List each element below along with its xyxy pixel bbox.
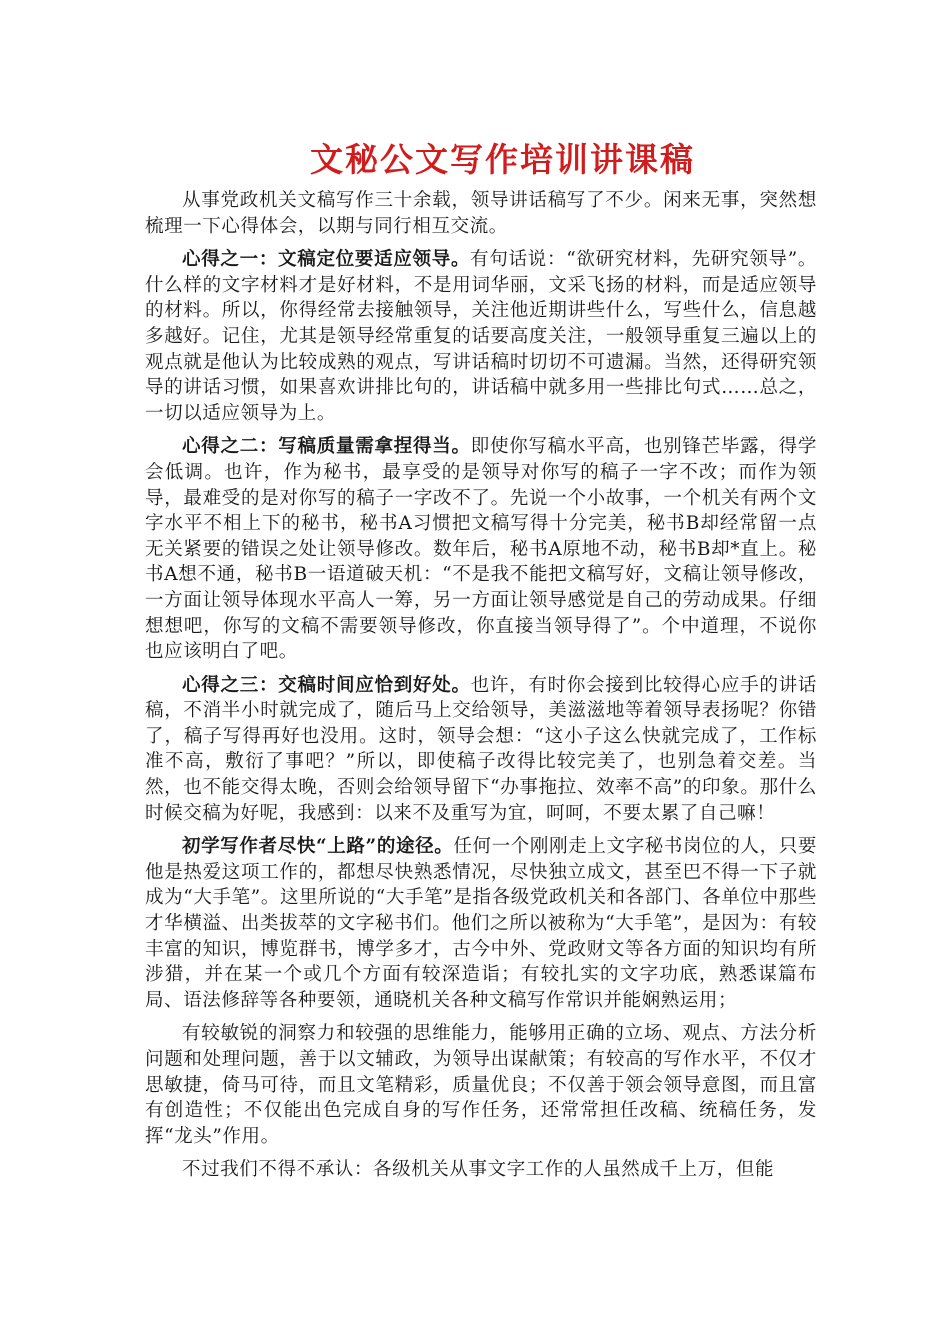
paragraph-text: 有句话说：“欲研究材料，先研究领导”。什么样的文字材料才是好材料，不是用词华丽，文采飞扬的材料，而是适应领导的材料。所以，你得经常去接触领导，关注他近期讲些什么，写些什么，信息越多越好。记住，尤其是领导经常重复的话要高度关注，一般领导重复三遍以上的观点就是他认为比较成熟的观点，写讲话稿时切切不可遗漏。当然，还得研究领导的讲话习惯，如果喜欢讲排比句的，讲话稿中就多用一些排比句式……总之，一切以适应领导为上。 bbox=[145, 249, 817, 424]
paragraph-closing bbox=[145, 1157, 817, 1183]
paragraph-beginner-path bbox=[145, 834, 817, 1013]
paragraph-text: 也许，有时你会接到比较得心应手的讲话稿，不消半小时就完成了，随后马上交给领导，美滋滋地等着领导表扬呢？你错了，稿子写得再好也没用。这时，领导会想：“这小子这么快就完成了，工作标准不高，敷衍了事吧？”所以，即使稿子改得比较完美了，也别急着交差。当然，也不能交得太晚，否则会给领导留下“办事拖拉、效率不高”的印象。那什么时候交稿为好呢，我感到：以来不及重写为宜，呵呵，不要太累了自己嘛！ bbox=[145, 674, 817, 824]
paragraph-lead: 心得之二：写稿质量需拿捏得当。 bbox=[182, 436, 471, 458]
document-title: 文秘公文写作培训讲课稿 bbox=[310, 140, 695, 179]
document-body bbox=[145, 188, 817, 1191]
paragraph-insight-1 bbox=[145, 247, 817, 426]
paragraph-lead: 心得之三：交稿时间应恰到好处。 bbox=[182, 674, 471, 696]
paragraph-insight-3 bbox=[145, 673, 817, 827]
paragraph-text: 任何一个刚刚走上文字秘书岗位的人，只要他是热爱这项工作的，都想尽快熟悉情况，尽快独立成文，甚至巴不得一下子就成为“大手笔”。这里所说的“大手笔”是指各级党政机关和各部门、各单位中那些才华横溢、出类拔萃的文字秘书们。他们之所以被称为“大手笔”，是因为：有较丰富的知识，博览群书，博学多才，古今中外、党政财文等各方面的知识均有所涉猎，并在某一个或几个方面有较深造诣；有较扎实的文字功底，熟悉谋篇布局、语法修辞等各种要领，通晓机关各种文稿写作常识并能娴熟运用； bbox=[145, 836, 817, 1011]
paragraph-intro bbox=[145, 188, 817, 239]
paragraph-insight-2 bbox=[145, 434, 817, 664]
paragraph-text: 不过我们不得不承认：各级机关从事文字工作的人虽然成千上万，但能 bbox=[182, 1159, 775, 1181]
paragraph-lead: 初学写作者尽快“上路”的途径。 bbox=[182, 836, 454, 858]
paragraph-insight-ability bbox=[145, 1021, 817, 1149]
paragraph-text: 从事党政机关文稿写作三十余载，领导讲话稿写了不少。闲来无事，突然想梳理一下心得体会，以期与同行相互交流。 bbox=[145, 190, 817, 237]
paragraph-text: 有较敏锐的洞察力和较强的思维能力，能够用正确的立场、观点、方法分析问题和处理问题，善于以文辅政，为领导出谋献策；有较高的写作水平，不仅才思敏捷，倚马可待，而且文笔精彩，质量优良；不仅善于领会领导意图，而且富有创造性；不仅能出色完成自身的写作任务，还常常担任改稿、统稿任务，发挥“龙头”作用。 bbox=[145, 1023, 817, 1147]
paragraph-lead: 心得之一：文稿定位要适应领导。 bbox=[182, 249, 471, 271]
paragraph-text: 即使你写稿水平高，也别锋芒毕露，得学会低调。也许，作为秘书，最享受的是领导对你写的稿子一字不改；而作为领导，最难受的是对你写的稿子一字改不了。先说一个小故事，一个机关有两个文字水平不相上下的秘书，秘书A习惯把文稿写得十分完美，秘书B却经常留一点无关紧要的错误之处让领导修改。数年后，秘书A原地不动，秘书B却*直上。秘书A想不通，秘书B一语道破天机：“不是我不能把文稿写好，文稿让领导修改，一方面让领导体现水平高人一筹，另一方面让领导感觉是自己的劳动成果。仔细想想吧，你写的文稿不需要领导修改，你直接当领导得了”。个中道理，不说你也应该明白了吧。 bbox=[145, 436, 817, 663]
